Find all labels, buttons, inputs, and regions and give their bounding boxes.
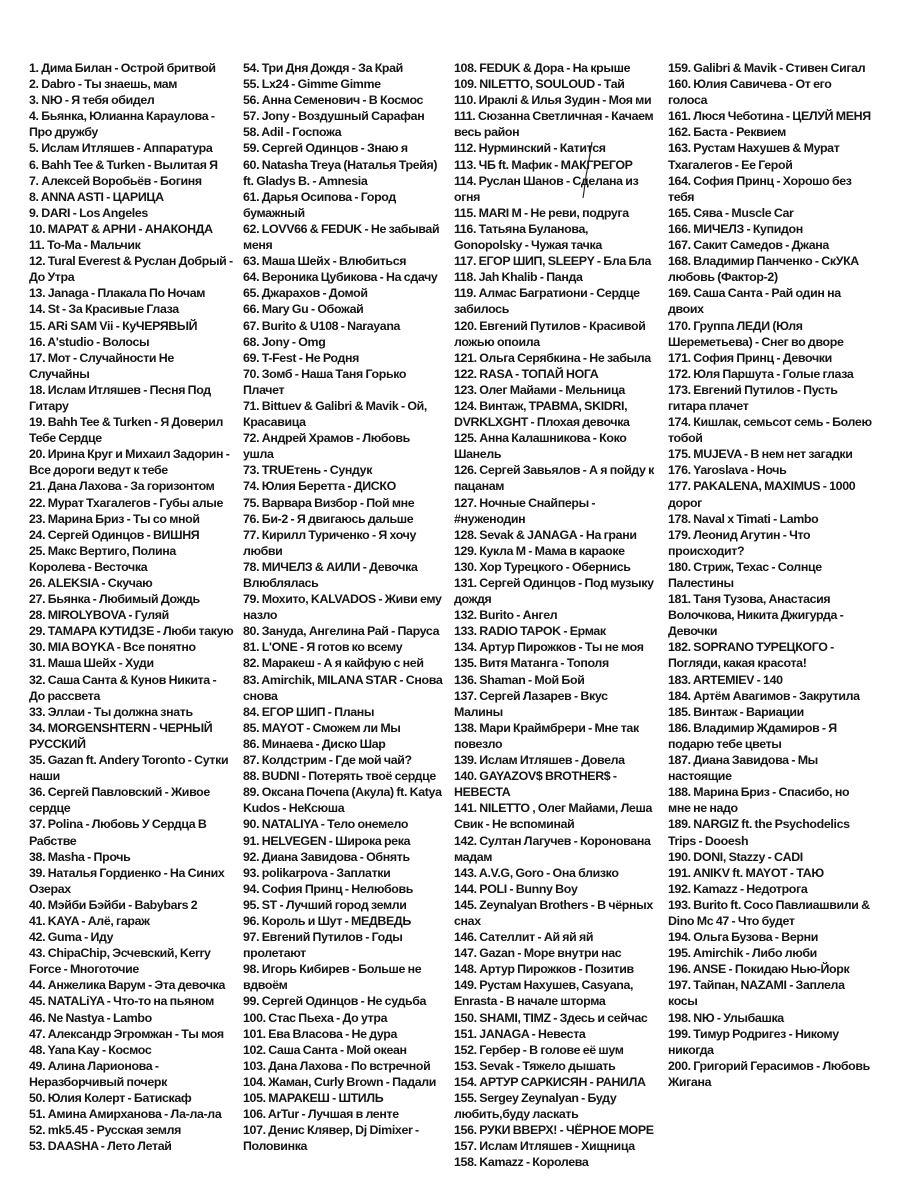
song-entry: 44. Анжелика Варум - Эта девочка (29, 978, 226, 993)
song-entry: 21. Дана Лахова - За горизонтом (29, 479, 215, 494)
song-entry: 97. Евгений Путилов - Годы пролетают (243, 930, 403, 961)
song-entry: 136. Shaman - Мой Бой (454, 672, 585, 687)
song-entry: 146. Сателлит - Ай яй яй (454, 930, 594, 945)
song-entry: 65. Джарахов - Домой (243, 286, 368, 301)
song-entry: 162. Баста - Реквием (668, 125, 786, 140)
song-entry: 47. Александр Эгромжан - Ты моя (29, 1026, 224, 1041)
song-entry: 27. Бьянка - Любимый Дождь (29, 592, 200, 607)
song-column-1 (29, 60, 234, 1154)
song-entry: 154. АРТУР САРКИСЯН - РАНИЛА (454, 1074, 646, 1089)
song-entry: 73. TRUEтень - Сундук (243, 463, 373, 478)
song-entry: 171. София Принц - Девочки (668, 350, 832, 365)
song-entry: 3. NЮ - Я тебя обидел (29, 93, 155, 108)
song-entry: 86. Минаева - Диско Шар (243, 736, 386, 751)
song-entry: 116. Татьяна Буланова, Gonopolsky - Чужая тачка (454, 221, 602, 253)
song-entry: 160. Юлия Савичева - От его голоса (668, 77, 832, 108)
song-entry: 4. Бьянка, Юлианна Караулова - Про дружбу (29, 109, 215, 140)
song-entry: 181. Таня Тузова, Анастасия Волочкова, Никита Джигурда - Девочки (668, 592, 844, 639)
song-entry: 130. Хор Турецкого - Обернись (454, 559, 631, 574)
song-entry: 30. MIA BOYKA - Все понятно (29, 640, 196, 655)
song-entry: 53. DAASHA - Лето Летай (29, 1139, 172, 1154)
song-entry: 195. Amirchik - Либо люби (668, 946, 817, 961)
song-entry: 131. Сергей Одинцов - Под музыку дождя (454, 576, 654, 607)
song-entry: 55. Lx24 - Gimme Gimme (243, 77, 381, 92)
song-entry: 168. Владимир Панченко - СкУКА любовь (Фактор-2) (668, 254, 859, 285)
song-entry: 194. Ольга Бузова - Верни (668, 930, 819, 945)
song-entry: 1. Дима Билан - Острой бритвой (29, 61, 216, 75)
song-entry: 182. SOPRANO ТУРЕЦКОГО - Погляди, какая красота! (668, 640, 834, 671)
song-column-2 (243, 60, 443, 1154)
song-entry: 149. Рустам Нахушев, Casyana, Enrasta - В начале шторма (454, 978, 634, 1009)
song-entry: 31. Маша Шейх - Худи (29, 656, 154, 671)
song-entry: 188. Марина Бриз - Спасибо, но мне не надо (668, 785, 850, 816)
song-entry: 186. Владимир Ждамиров - Я подарю тебе цветы (668, 720, 837, 751)
song-entry: 58. Adil - Госпожа (243, 125, 342, 140)
song-entry: 183. ARTEMIEV - 140 (668, 672, 783, 687)
song-entry: 33. Эллаи - Ты должна знать (29, 704, 193, 719)
song-entry: 199. Тимур Родригез - Никому никогда (668, 1026, 839, 1057)
song-entry: 39. Наталья Гордиенко - На Синих Озерах (29, 865, 225, 896)
song-entry: 185. Винтаж - Вариации (668, 704, 804, 719)
song-entry: 89. Оксана Почепа (Акула) ft. Katya Kudos - НеКсюша (243, 785, 442, 816)
song-entry: 29. ТАМАРА КУТИДЗЕ - Люби такую (29, 624, 234, 639)
song-entry: 11. То-Ма - Мальчик (29, 238, 141, 253)
song-entry: 142. Султан Лагучев - Коронована мадам (454, 833, 651, 864)
song-entry: 108. FEDUK & Дора - На крыше (454, 61, 631, 75)
song-entry: 117. ЕГОР ШИП, SLEEPY - Бла Бла (454, 254, 652, 269)
song-entry: 200. Григорий Герасимов - Любовь Жигана (668, 1058, 870, 1089)
song-entry: 197. Тайпан, NAZAMI - Заплела косы (668, 978, 845, 1009)
song-entry: 169. Саша Санта - Рай один на двоих (668, 286, 841, 317)
song-entry: 61. Дарья Осипова - Город бумажный (243, 189, 396, 220)
song-entry: 40. Мэйби Бэйби - Babybars 2 (29, 897, 198, 912)
song-entry: 46. Ne Nastya - Lambo (29, 1010, 152, 1025)
song-entry: 12. Tural Everest & Руслан Добрый - До Утра (29, 254, 233, 285)
song-entry: 42. Guma - Иду (29, 930, 114, 945)
song-entry: 99. Сергей Одинцов - Не судьба (243, 994, 427, 1009)
song-entry: 164. София Принц - Хорошо без тебя (668, 173, 852, 204)
song-entry: 139. Ислам Итляшев - Довела (454, 753, 625, 768)
song-entry: 120. Евгений Путилов - Красивой ложью опоила (454, 318, 646, 349)
song-entry: 137. Сергей Лазарев - Вкус Малины (454, 688, 608, 719)
song-entry: 193. Burito ft. Coco Павлиашвили & Dino Mc 47 - Что будет (668, 897, 870, 928)
song-entry: 26. ALEKSIA - Скучаю (29, 576, 153, 590)
song-entry: 152. Гербер - В голове её шум (454, 1042, 624, 1057)
song-entry: 175. MUJEVA - В нем нет загадки (668, 447, 853, 462)
song-entry: 34. MORGENSHTERN - ЧЕРНЫЙ РУССКИЙ (29, 720, 213, 751)
song-column-4 (668, 60, 873, 1090)
song-entry: 64. Вероника Цубикова - На сдачу (243, 270, 438, 285)
song-entry: 48. Yana Kay - Космос (29, 1042, 152, 1057)
song-entry: 56. Анна Семенович - В Космос (243, 93, 424, 108)
song-entry: 141. NILETTO , Олег Майами, Леша Свик - Не вспоминай (454, 801, 652, 832)
song-entry: 104. Жаман, Curly Brown - Падали (243, 1074, 437, 1089)
song-entry: 153. Sevak - Тяжело дышать (454, 1058, 616, 1073)
song-entry: 176. Yaroslava - Ночь (668, 463, 787, 478)
song-entry: 28. MIROLYBOVA - Гуляй (29, 608, 169, 623)
song-entry: 133. RADIO TAPOK - Ермак (454, 624, 606, 639)
song-entry: 2. Dabro - Ты знаешь, мам (29, 77, 178, 92)
song-entry: 112. Нурминский - Катится (454, 141, 606, 156)
song-entry: 87. Колдстрим - Где мой чай? (243, 753, 412, 768)
song-entry: 198. NЮ - Улыбашка (668, 1010, 784, 1025)
song-entry: 50. Юлия Колерт - Батискаф (29, 1091, 192, 1105)
song-entry: 63. Маша Шейх - Влюбиться (243, 254, 407, 269)
song-entry: 81. L'ONE - Я готов ко всему (243, 640, 403, 655)
song-entry: 145. Zeynalyan Brothers - В чёрных снах (454, 897, 653, 928)
song-entry: 71. Bittuev & Galibri & Mavik - Ой, Красавица (243, 398, 427, 430)
song-entry: 140. GAYAZOV$ BROTHER$ - НЕВЕСТА (454, 769, 617, 800)
song-entry: 180. Стриж, Техас - Солнце Палестины (668, 559, 822, 590)
song-entry: 95. ST - Лучший город земли (243, 897, 407, 912)
song-entry: 173. Евгений Путилов - Пусть гитара плачет (668, 382, 838, 413)
song-entry: 128. Sevak & JANAGA - На грани (454, 527, 637, 542)
song-entry: 66. Mary Gu - Обожай (243, 302, 364, 317)
song-entry: 118. Jah Khalib - Панда (454, 270, 583, 285)
song-entry: 72. Андрей Храмов - Любовь ушла (243, 431, 410, 462)
song-entry: 100. Стас Пьеха - До утра (243, 1010, 388, 1025)
song-entry: 41. KAYA - Алё, гараж (29, 913, 150, 928)
song-entry: 85. MAYOT - Сможем ли Мы (243, 720, 401, 735)
song-entry: 119. Алмас Багратиони - Сердце забилось (454, 286, 640, 317)
song-entry: 51. Амина Амирханова - Ла-ла-ла (29, 1107, 222, 1122)
song-entry: 138. Мари Краймбрери - Мне так повезло (454, 720, 639, 751)
song-entry: 36. Сергей Павловский - Живое сердце (29, 785, 210, 816)
song-entry: 90. NATALIYA - Тело онемело (243, 817, 409, 832)
song-entry: 18. Ислам Итляшев - Песня Под Гитару (29, 382, 211, 413)
song-entry: 88. BUDNI - Потерять твоё сердце (243, 769, 436, 784)
song-entry: 151. JANAGA - Невеста (454, 1026, 586, 1041)
song-entry: 134. Артур Пирожков - Ты не моя (454, 640, 644, 655)
song-entry: 35. Gazan ft. Andery Toronto - Сутки наши (29, 753, 229, 784)
song-entry: 125. Анна Калашникова - Коко Шанель (454, 431, 627, 462)
song-entry: 166. МИЧЕЛЗ - Купидон (668, 221, 803, 236)
song-entry: 124. Винтаж, ТРАВМА, SKIDRI, DVRKLXGHT - Плохая девочка (454, 398, 630, 430)
song-entry: 8. ANNA ASTI - ЦАРИЦА (29, 189, 164, 204)
song-entry: 111. Сюзанна Светличная - Качаем весь район (454, 109, 654, 140)
song-entry: 192. Kamazz - Недотрога (668, 881, 808, 896)
song-entry: 91. HELVEGEN - Широка река (243, 833, 411, 848)
song-entry: 159. Galibri & Mavik - Стивен Сигал (668, 61, 866, 75)
song-entry: 54. Три Дня Дождя - За Край (243, 61, 403, 75)
song-entry: 77. Кирилл Туриченко - Я хочу любви (243, 527, 417, 558)
song-entry: 84. ЕГОР ШИП - Планы (243, 704, 375, 719)
song-entry: 76. Би-2 - Я двигаюсь дальше (243, 511, 414, 526)
song-entry: 83. Amirchik, MILANA STAR - Снова снова (243, 672, 443, 703)
song-entry: 75. Варвара Визбор - Пой мне (243, 495, 415, 510)
song-entry: 15. ARi SAM Vii - КуЧЕРЯВЫЙ (29, 318, 198, 333)
song-entry: 123. Олег Майами - Мельница (454, 382, 625, 397)
song-entry: 16. A'studio - Волосы (29, 334, 150, 349)
song-entry: 98. Игорь Кибирев - Больше не вдвоём (243, 962, 422, 993)
song-entry: 6. Bahh Tee & Turken - Вылитая Я (29, 157, 218, 172)
song-entry: 144. POLI - Bunny Boy (454, 881, 578, 896)
song-entry: 191. ANIKV ft. MAYOT - ТАЮ (668, 865, 824, 880)
song-entry: 96. Король и Шут - МЕДВЕДЬ (243, 913, 411, 928)
song-entry: 60. Natasha Treya (Наталья Трейя) ft. Gladys B. - Amnesia (243, 157, 438, 188)
song-entry: 158. Kamazz - Королева (454, 1155, 589, 1170)
song-entry: 106. ArTur - Лучшая в ленте (243, 1107, 399, 1122)
song-entry: 167. Сакит Самедов - Джана (668, 238, 829, 253)
song-entry: 115. MARI M - Не реви, подруга (454, 205, 629, 220)
song-entry: 10. МАРАТ & АРНИ - АНАКОНДА (29, 221, 213, 236)
song-entry: 92. Диана Завидова - Обнять (243, 849, 410, 864)
song-entry: 80. Зануда, Ангелина Рай - Паруса (243, 624, 440, 639)
song-entry: 122. RASA - ТОПАЙ НОГА (454, 366, 599, 381)
song-entry: 17. Мот - Случайности Не Случайны (29, 350, 174, 381)
song-entry: 74. Юлия Беретта - ДИСКО (243, 479, 396, 494)
song-entry: 114. Руслан Шанов - Сделана из огня (454, 173, 639, 204)
song-entry: 132. Burito - Ангел (454, 608, 558, 623)
song-entry: 143. A.V.G, Goro - Она близко (454, 865, 619, 880)
song-entry: 59. Сергей Одинцов - Знаю я (243, 141, 408, 156)
song-entry: 156. РУКИ ВВЕРХ! - ЧЁРНОЕ МОРЕ (454, 1123, 654, 1138)
song-entry: 78. МИЧЕЛЗ & АИЛИ - Девочка Влюблялась (243, 559, 418, 590)
song-entry: 52. mk5.45 - Русская земля (29, 1123, 181, 1138)
song-entry: 121. Ольга Серябкина - Не забыла (454, 350, 651, 365)
song-entry: 150. SHAMI, TIMZ - Здесь и сейчас (454, 1010, 648, 1025)
song-entry: 177. PAKALENA, MAXIMUS - 1000 дорог (668, 479, 856, 510)
song-entry: 157. Ислам Итляшев - Хищница (454, 1139, 635, 1154)
song-entry: 20. Ирина Круг и Михаил Задорин - Все дороги ведут к тебе (29, 447, 230, 478)
song-entry: 129. Кукла М - Мама в караоке (454, 543, 625, 558)
song-entry: 7. Алексей Воробьёв - Богиня (29, 173, 202, 188)
song-entry: 102. Саша Санта - Мой океан (243, 1042, 407, 1057)
song-entry: 79. Мохито, KALVADOS - Живи ему назло (243, 592, 442, 623)
song-entry: 165. Сява - Muscle Car (668, 205, 794, 220)
song-entry: 184. Артём Авагимов - Закрутила (668, 688, 860, 703)
song-entry: 101. Ева Власова - Не дура (243, 1026, 398, 1041)
song-entry: 170. Группа ЛЕДИ (Юля Шереметьева) - Снег во дворе (668, 318, 844, 349)
song-entry: 163. Рустам Нахушев & Мурат Тхагалегов - Ее Герой (668, 141, 840, 172)
song-entry: 57. Jony - Воздушный Сарафан (243, 109, 425, 124)
song-entry: 43. ChipaChip, Эсчевский, Kerry Force - Многоточие (29, 946, 211, 977)
song-entry: 25. Макс Вертиго, Полина Королева - Весточка (29, 543, 176, 574)
song-entry: 37. Polina - Любовь У Сердца В Рабстве (29, 817, 207, 848)
song-entry: 62. LOVV66 & FEDUK - Не забывай меня (243, 221, 440, 253)
song-entry: 103. Дана Лахова - По встречной (243, 1058, 431, 1073)
song-entry: 148. Артур Пирожков - Позитив (454, 962, 634, 977)
song-entry: 190. DONI, Stazzy - CADI (668, 849, 803, 864)
song-entry: 178. Naval x Timati - Lambo (668, 511, 819, 526)
song-entry: 172. Юля Паршута - Голые глаза (668, 366, 854, 381)
song-entry: 126. Сергей Завьялов - А я пойду к пацанам (454, 463, 654, 494)
song-entry: 107. Денис Клявер, Dj Dimixer - Половинка (243, 1123, 419, 1154)
song-entry: 155. Sergey Zeynalyan - Буду любить,буду ласкать (454, 1091, 617, 1122)
song-entry: 45. NATALiYA - Что-то на пьяном (29, 994, 214, 1009)
song-entry: 70. Зомб - Наша Таня Горько Плачет (243, 366, 407, 397)
song-entry: 19. Bahh Tee & Turken - Я Доверил Тебе Сердце (29, 415, 223, 446)
song-entry: 179. Леонид Агутин - Что происходит? (668, 527, 811, 558)
song-entry: 14. St - За Красивые Глаза (29, 302, 179, 317)
song-entry: 161. Люся Чеботина - ЦЕЛУЙ МЕНЯ (668, 109, 871, 124)
song-column-3 (454, 60, 654, 1170)
song-entry: 23. Марина Бриз - Ты со мной (29, 511, 200, 526)
song-entry: 113. ЧБ ft. Мафик - МАКГРЕГОР (454, 157, 633, 172)
song-entry: 9. DARI - Los Angeles (29, 205, 148, 220)
song-entry: 13. Janaga - Плакала По Ночам (29, 286, 206, 301)
song-entry: 67. Burito & U108 - Narayana (243, 318, 401, 333)
song-entry: 22. Мурат Тхагалегов - Губы алые (29, 495, 224, 510)
song-entry: 127. Ночные Снайперы - #нуженодин (454, 495, 596, 526)
song-entry: 49. Алина Ларионова - Неразборчивый почерк (29, 1058, 167, 1089)
song-entry: 82. Маракеш - А я кайфую с ней (243, 656, 424, 671)
song-entry: 109. NILETTO, SOULOUD - Тай (454, 77, 625, 92)
song-entry: 147. Gazan - Море внутри нас (454, 946, 622, 961)
song-entry: 24. Сергей Одинцов - ВИШНЯ (29, 527, 200, 542)
song-entry: 94. София Принц - Нелюбовь (243, 881, 414, 896)
song-entry: 69. T-Fest - Не Родня (243, 350, 360, 365)
song-entry: 105. МАРАКЕШ - ШТИЛЬ (243, 1091, 384, 1105)
song-entry: 135. Витя Матанга - Тополя (454, 656, 609, 671)
song-entry: 196. ANSE - Покидаю Нью-Йорк (668, 962, 850, 977)
song-entry: 189. NARGIZ ft. the Psychodelics Trips - Dooesh (668, 817, 850, 848)
song-entry: 93. polikarpova - Заплатки (243, 865, 391, 880)
song-entry: 38. Masha - Прочь (29, 849, 131, 864)
song-entry: 5. Ислам Итляшев - Аппаратура (29, 141, 213, 156)
song-entry: 110. Ираклі & Илья Зудин - Моя ми (454, 93, 652, 108)
song-entry: 174. Кишлак, семьсот семь - Болею тобой (668, 415, 872, 446)
song-entry: 187. Диана Завидова - Мы настоящие (668, 753, 818, 784)
song-entry: 32. Саша Санта & Кунов Никита - До рассвета (29, 672, 217, 703)
song-entry: 68. Jony - Omg (243, 334, 326, 349)
